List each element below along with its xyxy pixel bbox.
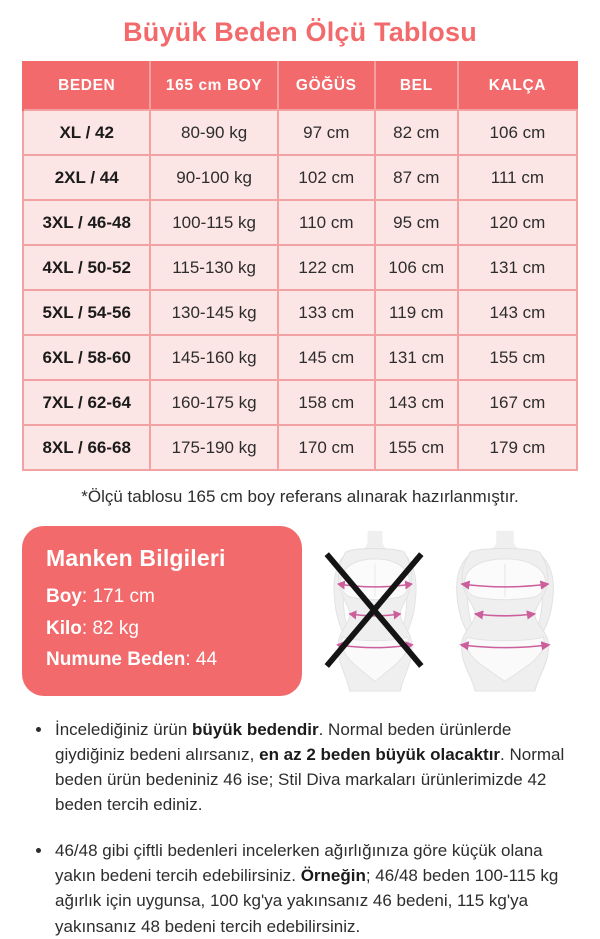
measure-cell: 175-190 kg	[150, 425, 277, 470]
measure-cell: 111 cm	[458, 155, 577, 200]
measure-cell: 167 cm	[458, 380, 577, 425]
measure-cell: 160-175 kg	[150, 380, 277, 425]
table-row	[23, 110, 577, 155]
measure-cell: 143 cm	[458, 290, 577, 335]
plus-size-body-icon	[447, 529, 563, 693]
header-row	[23, 62, 577, 110]
measure-cell: 97 cm	[278, 110, 375, 155]
measure-cell: 155 cm	[375, 425, 458, 470]
table-row	[23, 155, 577, 200]
size-cell: 3XL / 46-48	[23, 200, 150, 245]
measure-cell: 106 cm	[375, 245, 458, 290]
size-cell: 7XL / 62-64	[23, 380, 150, 425]
table-row	[23, 425, 577, 470]
measure-cell: 133 cm	[278, 290, 375, 335]
notes-list	[30, 717, 574, 939]
measure-cell: 119 cm	[375, 290, 458, 335]
table-row	[23, 380, 577, 425]
measure-cell: 120 cm	[458, 200, 577, 245]
measure-cell: 145 cm	[278, 335, 375, 380]
note-item: • İncelediğiniz ürün büyük bedendir. Normal beden ürünlerde giydiğiniz bedeni alırsanız, en az 2 beden büyük olacaktır. Normal beden ürün bedeniniz 46 ise; Stil Diva markaları ürünlerimizde 42 beden tercih ediniz.	[53, 717, 574, 818]
measure-cell: 106 cm	[458, 110, 577, 155]
size-cell: 8XL / 66-68	[23, 425, 150, 470]
size-table	[22, 61, 578, 471]
measure-cell: 115-130 kg	[150, 245, 277, 290]
page-title: Büyük Beden Ölçü Tablosu	[123, 17, 477, 47]
size-cell: XL / 42	[23, 110, 150, 155]
normal-body-crossed-icon	[317, 529, 433, 693]
column-header: 165 cm BOY	[150, 62, 277, 110]
size-table-header	[23, 62, 577, 110]
body-figures	[302, 526, 578, 693]
measure-cell: 131 cm	[458, 245, 577, 290]
model-info-field: Numune Beden: 44	[46, 649, 218, 670]
table-row	[23, 335, 577, 380]
table-footnote: *Ölçü tablosu 165 cm boy referans alınarak hazırlanmıştır.	[81, 487, 519, 506]
size-cell: 6XL / 58-60	[23, 335, 150, 380]
measure-cell: 122 cm	[278, 245, 375, 290]
measure-cell: 145-160 kg	[150, 335, 277, 380]
measure-cell: 95 cm	[375, 200, 458, 245]
model-info-fields	[46, 583, 278, 675]
model-info-title: Manken Bilgileri	[46, 545, 226, 571]
column-header: BEDEN	[23, 62, 150, 110]
measure-cell: 87 cm	[375, 155, 458, 200]
measure-cell: 158 cm	[278, 380, 375, 425]
size-table-body	[23, 110, 577, 470]
size-cell: 2XL / 44	[23, 155, 150, 200]
measure-cell: 170 cm	[278, 425, 375, 470]
measure-cell: 102 cm	[278, 155, 375, 200]
model-info-section	[22, 526, 578, 696]
measure-cell: 131 cm	[375, 335, 458, 380]
measure-cell: 143 cm	[375, 380, 458, 425]
measure-cell: 155 cm	[458, 335, 577, 380]
model-info-field: Kilo: 82 kg	[46, 617, 139, 639]
model-info-field: Boy: 171 cm	[46, 586, 155, 607]
size-cell: 5XL / 54-56	[23, 290, 150, 335]
table-row	[23, 290, 577, 335]
table-row	[23, 200, 577, 245]
measure-cell: 130-145 kg	[150, 290, 277, 335]
column-header: BEL	[375, 62, 458, 110]
measure-cell: 80-90 kg	[150, 110, 277, 155]
model-info-card	[22, 526, 302, 696]
size-cell: 4XL / 50-52	[23, 245, 150, 290]
column-header: KALÇA	[458, 62, 577, 110]
column-header: GÖĞÜS	[278, 62, 375, 110]
measure-cell: 82 cm	[375, 110, 458, 155]
measure-cell: 179 cm	[458, 425, 577, 470]
measure-cell: 110 cm	[278, 200, 375, 245]
measure-cell: 100-115 kg	[150, 200, 277, 245]
table-row	[23, 245, 577, 290]
measure-cell: 90-100 kg	[150, 155, 277, 200]
note-item: • 46/48 gibi çiftli bedenleri incelerken ağırlığınıza göre küçük olana yakın bedeni tercih edebilirsiniz. Örneğin; 46/48 beden 100-115 kg ağırlık için uygunsa, 100 kg'ya yakınsanız 46 bedeni, 115 kg'ya yakınsanız 48 bedeni tercih edebilirsiniz.	[53, 838, 574, 939]
